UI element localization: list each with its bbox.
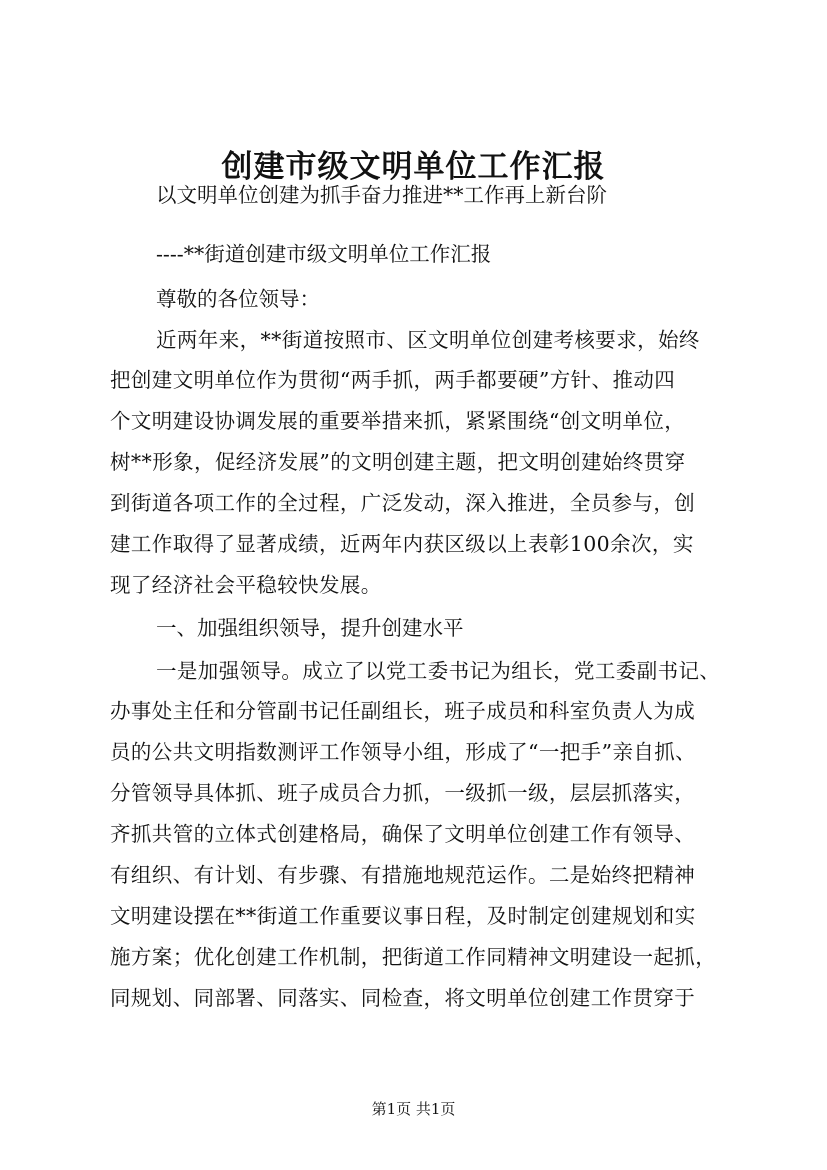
paragraph-line: 办事处主任和分管副书记任副组长，班子成员和科室负责人为成 (110, 699, 696, 723)
paragraph-line: 到街道各项工作的全过程，广泛发动，深入推进，全员参与，创 (110, 491, 696, 515)
paragraph-line: 树**形象，促经济发展”的文明创建主题，把文明创建始终贯穿 (110, 450, 686, 474)
paragraph-line: 一是加强领导。成立了以党工委书记为组长，党工委副书记、 (156, 659, 721, 683)
paragraph-line: 分管领导具体抓、班子成员合力抓，一级抓一级，层层抓落实， (110, 781, 696, 805)
paragraph-line: 同规划、同部署、同落实、同检查，将文明单位创建工作贯穿于 (110, 986, 696, 1010)
paragraph-line: 把创建文明单位作为贯彻“两手抓，两手都要硬”方针、推动四 (110, 368, 676, 392)
greeting: 尊敬的各位领导： (156, 287, 320, 311)
paragraph-line: 员的公共文明指数测评工作领导小组，形成了“一把手”亲自抓、 (110, 740, 697, 764)
paragraph-line: 近两年来，**街道按照市、区文明单位创建考核要求，始终 (156, 328, 700, 352)
paragraph-line: 施方案；优化创建工作机制，把街道工作同精神文明建设一起抓， (110, 945, 717, 969)
document-byline: ----**街道创建市级文明单位工作汇报 (156, 242, 492, 266)
paragraph-line: 现了经济社会平稳较快发展。 (110, 573, 382, 597)
document-subtitle: 以文明单位创建为抓手奋力推进**工作再上新台阶 (156, 183, 607, 207)
document-title: 创建市级文明单位工作汇报 (221, 149, 606, 185)
paragraph-line: 有组织、有计划、有步骤、有措施地规范运作。二是始终把精神 (110, 863, 696, 887)
paragraph-line: 个文明建设协调发展的重要举措来抓，紧紧围绕“创文明单位， (110, 409, 686, 433)
page-number-footer: 第1页 共1页 (371, 1100, 456, 1118)
paragraph-line: 建工作取得了显著成绩，近两年内获区级以上表彰100余次，实 (110, 532, 694, 556)
paragraph-line: 文明建设摆在**街道工作重要议事日程，及时制定创建规划和实 (110, 904, 696, 928)
paragraph-line: 齐抓共管的立体式创建格局，确保了文明单位创建工作有领导、 (110, 822, 696, 846)
section-heading: 一、加强组织领导，提升创建水平 (156, 616, 464, 640)
